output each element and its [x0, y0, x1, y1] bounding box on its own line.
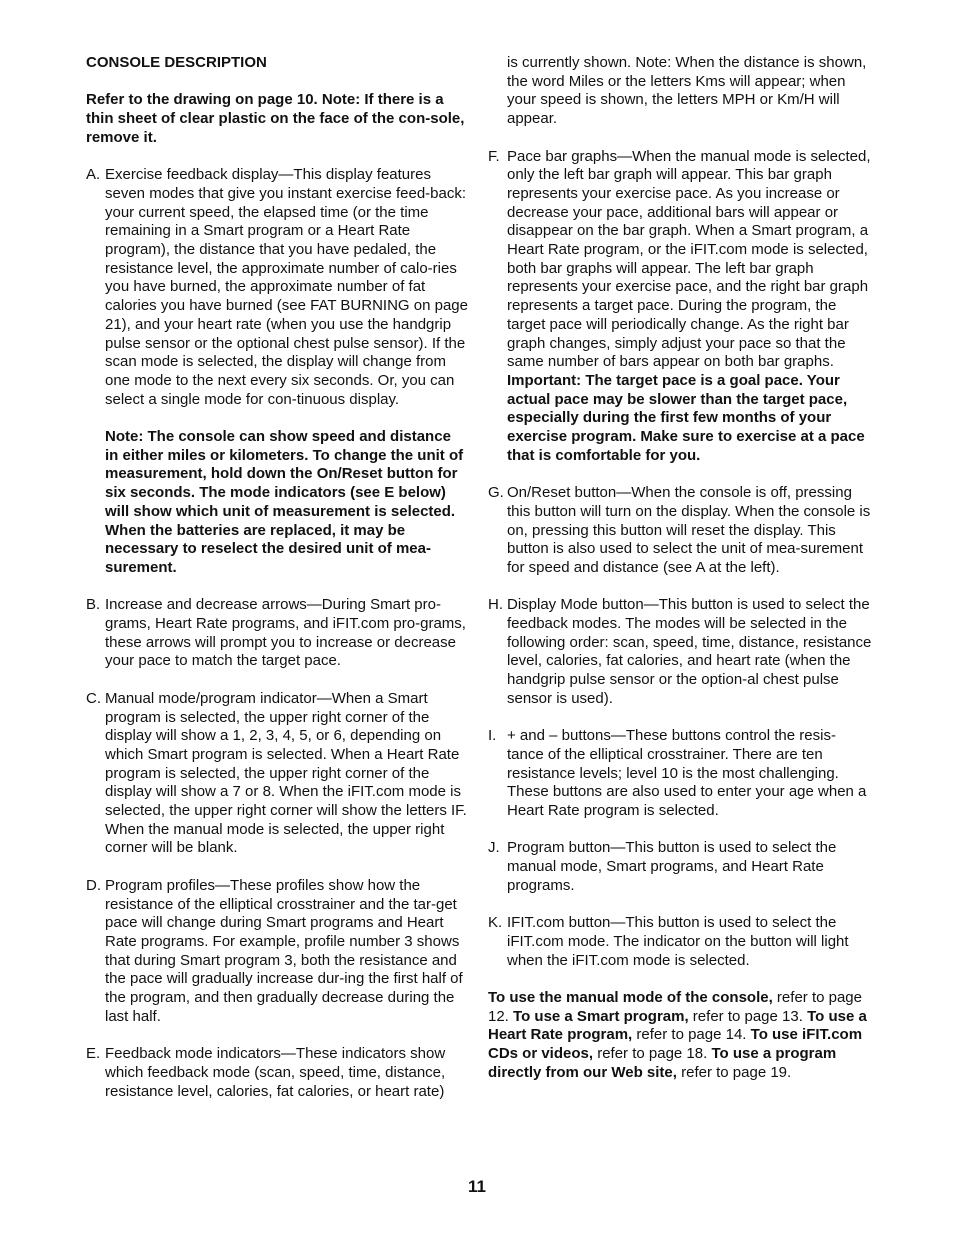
right-column — [488, 54, 872, 1083]
item-letter: A. — [86, 166, 101, 184]
item-text: Program button—This button is used to select the manual mode, Smart programs, and Heart Rate programs. — [507, 839, 837, 894]
item-i — [488, 727, 872, 821]
item-letter: D. — [86, 876, 101, 894]
item-text: IFIT.com button—This button is used to select the iFIT.com mode. The indicator on the button will light when the iFIT.com mode is selected. — [507, 914, 849, 969]
closing-paragraph — [488, 989, 872, 1083]
item-text: Display Mode button—This button is used to select the feedback modes. The modes will be selected in the following order: scan, speed, time, distance, resistance level, calories, fat calories, and heart rate (when the handgrip pulse sensor or the option-al chest pulse sensor is used). — [507, 596, 872, 707]
item-letter: J. — [488, 839, 500, 857]
item-text: Program profiles—These profiles show how the resistance of the elliptical crosstrainer and the tar-get pace will change during Smart programs and Heart Rate programs. For example, profile number 3 shows that during Smart program 3, both the resistance and the pace will gradually increase dur-ing the first half of the program, and then gradually decrease during the last half. — [105, 876, 463, 1025]
item-text: Manual mode/program indicator—When a Smart program is selected, the upper right corner of the display will show a 1, 2, 3, 4, 5, or 6, depending on which Smart program is selected. When a Heart Rate program is selected, the upper right corner of the display will show a 7 or 8. When the iFIT.com mode is selected, the upper right corner will show the letters IF. When the manual mode is selected, the upper right corner will be blank. — [105, 689, 467, 857]
closing-bold: To use the manual mode of the console, — [488, 989, 773, 1007]
item-text: Increase and decrease arrows—During Smart pro-grams, Heart Rate programs, and iFIT.com pro-grams, these arrows will prompt you to increase or decrease your pace to match the target pace. — [105, 596, 466, 670]
page-number: 11 — [468, 1177, 486, 1196]
item-letter: F. — [488, 147, 500, 165]
left-column — [86, 54, 468, 1101]
item-k — [488, 914, 872, 970]
closing-text: refer to page 14. — [632, 1026, 751, 1044]
item-text: + and – buttons—These buttons control the resis-tance of the elliptical crosstrainer. There are ten resistance levels; level 10 is the most challenging. These buttons are also used to enter your age when a Heart Rate program is selected. — [507, 727, 867, 820]
item-letter: K. — [488, 914, 503, 932]
item-d — [86, 877, 468, 1027]
item-text: Feedback mode indicators—These indicators show which feedback mode (scan, speed, time, distance, resistance level, calories, fat calories, or heart rate) — [105, 1045, 446, 1100]
item-letter: H. — [488, 596, 503, 614]
section-heading: CONSOLE DESCRIPTION — [86, 54, 267, 71]
closing-bold: To use a program directly from our Web site, — [488, 1045, 837, 1081]
units-note: Note: The console can show speed and distance in either miles or kilometers. To change the unit of measurement, hold down the On/Reset button for six seconds. The mode indicators (see E below) will show which unit of measurement is selected. When the batteries are replaced, it may be necessary to reselect the desired unit of mea-surement. — [105, 428, 464, 576]
item-text: Pace bar graphs—When the manual mode is selected, only the left bar graph will appear. This bar graph represents your exercise pace. As you increase or decrease your pace, additional bars will appear or disappear on the bar graph. When a Smart program, a Heart Rate program, or the iFIT.com mode is selected, both bar graphs will appear. The left bar graph represents your exercise pace, and the right bar graph represents a target pace. During the program, the target pace will periodically change. As the right bar graph changes, simply adjust your pace so that the same number of bars appear on both bar graphs. — [507, 147, 871, 371]
item-letter: B. — [86, 596, 101, 614]
item-f — [488, 148, 872, 466]
intro-note: Refer to the drawing on page 10. Note: If there is a thin sheet of clear plastic on the face of the con-sole, remove it. — [86, 91, 465, 146]
item-e-continued: is currently shown. Note: When the distance is shown, the word Miles or the letters Kms will appear; when your speed is shown, the letters MPH or Km/H will appear. — [507, 54, 867, 128]
item-letter: G. — [488, 484, 504, 502]
item-letter: I. — [488, 727, 497, 745]
item-b — [86, 596, 468, 671]
closing-text: refer to page 12. — [488, 989, 862, 1025]
closing-bold: To use iFIT.com CDs or videos, — [488, 1026, 863, 1063]
item-text: On/Reset button—When the console is off, pressing this button will turn on the display. When the console is on, pressing this button will reset the display. This button is also used to select the unit of mea-surement for speed and distance (see A at the left). — [507, 484, 871, 576]
closing-bold: To use a Heart Rate program, — [488, 1007, 867, 1044]
important-note: Important: The target pace is a goal pace. Your actual pace may be slower than the target pace, especially during the first few months of your exercise program. Make sure to exercise at a pace that is comfortable for you. — [507, 371, 865, 464]
item-a — [86, 166, 468, 409]
item-letter: C. — [86, 689, 101, 707]
item-text: Exercise feedback display—This display features seven modes that give you instant exercise feed-back: your current speed, the elapsed time (or the time remaining in a Smart program or a Heart Rate program), the distance that you have pedaled, the resistance level, the approximate number of calo-ries you have burned, the approximate number of fat calories you have burned (see FAT BURNING on page 21), and your heart rate (when you use the handgrip pulse sensor or the optional chest pulse sensor). If the scan mode is selected, the display will change from one mode to the next every six seconds. Or, you can select a single mode for con-tinuous display. — [105, 166, 468, 408]
item-e — [86, 1045, 468, 1101]
item-body — [507, 148, 872, 466]
closing-text: refer to page 18. — [593, 1045, 712, 1063]
closing-bold: To use a Smart program, — [513, 1007, 689, 1025]
item-c — [86, 690, 468, 858]
closing-text: refer to page 13. — [688, 1007, 808, 1025]
closing-text: refer to page 19. — [676, 1063, 792, 1081]
item-j — [488, 839, 872, 895]
item-h — [488, 596, 872, 708]
item-letter: E. — [86, 1045, 101, 1063]
item-g — [488, 484, 872, 578]
